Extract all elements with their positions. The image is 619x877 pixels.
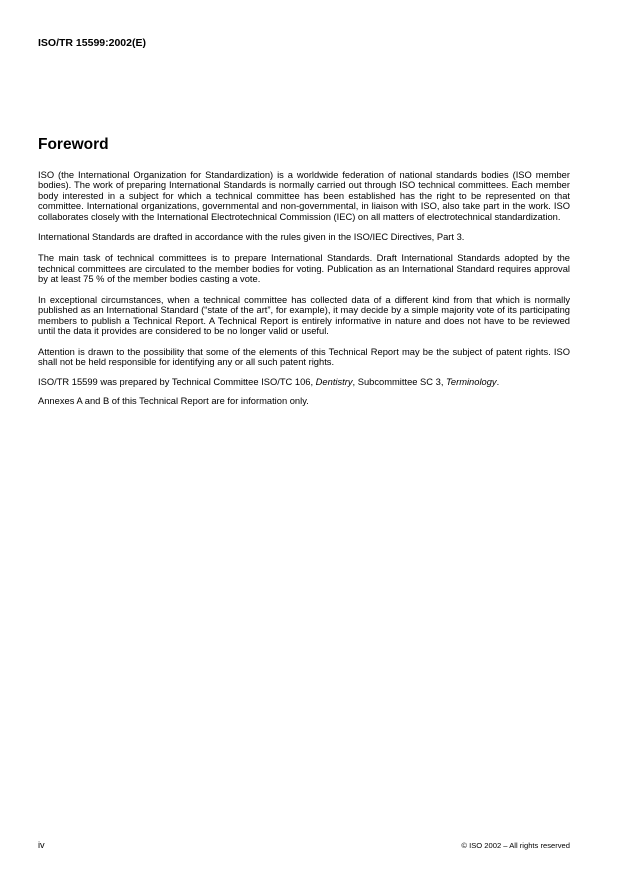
subcommittee-name: Terminology <box>446 376 497 387</box>
prepared-by-text: ISO/TR 15599 was prepared by Technical Committee ISO/TC 106, <box>38 376 316 387</box>
paragraph-main-task: The main task of technical committees is to prepare International Standards. Draft International Standards adopted by the technical committees are circulated to the member bodies for voting. Publication as an International Standard requires approval by at least 75 % of the member bodies casting a vote. <box>38 253 570 285</box>
page-number: iv <box>38 840 45 850</box>
subcommittee-text: , Subcommittee SC 3, <box>352 376 447 387</box>
paragraph-iso-intro: ISO (the International Organization for Standardization) is a worldwide federation of national standards bodies (ISO member bodies). The work of preparing International Standards is normally carried out through ISO technical committees. Each member body interested in a subject for which a technical committee has been established has the right to be represented on that committee. International organizations, governmental and non-governmental, in liaison with ISO, also take part in the work. ISO collaborates closely with the International Electrotechnical Commission (IEC) on all matters of electrotechnical standardization. <box>38 170 570 222</box>
paragraph-directives: International Standards are drafted in accordance with the rules given in the ISO/IEC Directives, Part 3. <box>38 232 465 243</box>
paragraph-exceptional: In exceptional circumstances, when a technical committee has collected data of a different kind from that which is normally published as an International Standard (“state of the art”, for example), it may decide by a simple majority vote of its participating members to publish a Technical Report. A Technical Report is entirely informative in nature and does not have to be reviewed until the data it provides are considered to be no longer valid or useful. <box>38 294 570 337</box>
copyright-notice: © ISO 2002 – All rights reserved <box>461 841 570 850</box>
paragraph-prepared-by <box>38 377 570 387</box>
paragraph-annexes: Annexes A and B of this Technical Report are for information only. <box>38 396 309 407</box>
committee-name: Dentistry <box>315 376 353 387</box>
foreword-body <box>38 170 570 417</box>
paragraph-patent: Attention is drawn to the possibility that some of the elements of this Technical Report may be the subject of patent rights. ISO shall not be held responsible for identifying any or all such patent rights. <box>38 346 570 368</box>
sentence-end: . <box>496 376 500 387</box>
section-title: Foreword <box>38 136 109 153</box>
document-id: ISO/TR 15599:2002(E) <box>38 37 146 49</box>
